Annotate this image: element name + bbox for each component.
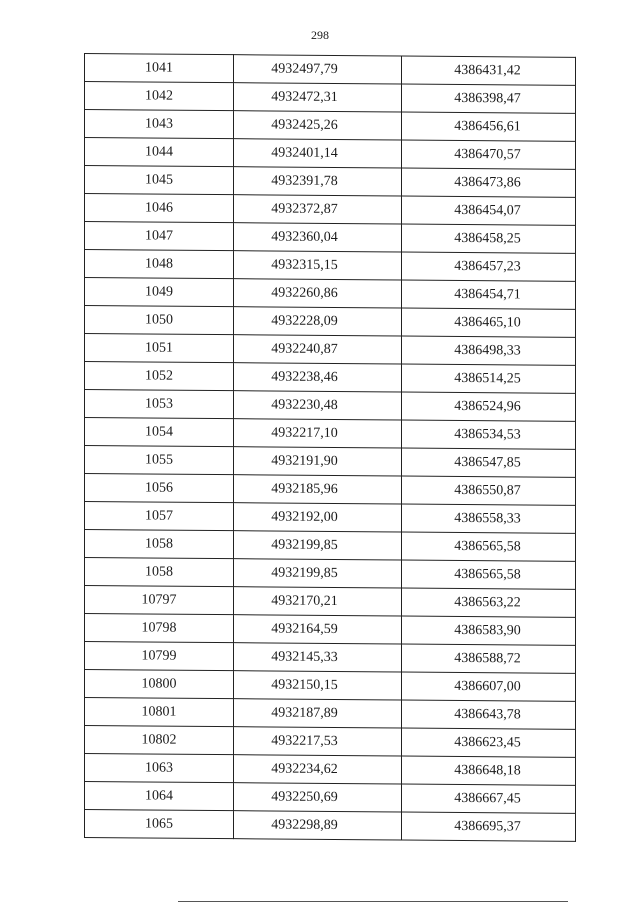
point-id-cell: 1048 <box>85 250 234 279</box>
x-coordinate-cell: 4932187,89 <box>234 699 402 728</box>
x-coordinate-cell: 4932217,10 <box>234 419 402 448</box>
table-row <box>85 614 576 646</box>
y-coordinate-cell: 4386565,58 <box>402 532 576 561</box>
table-row <box>85 222 576 254</box>
y-coordinate-cell: 4386558,33 <box>402 504 576 533</box>
table-row <box>85 138 576 170</box>
table-row <box>85 418 576 450</box>
point-id-cell: 10798 <box>85 614 234 643</box>
y-coordinate-cell: 4386643,78 <box>402 700 576 729</box>
y-coordinate-cell: 4386454,07 <box>402 196 576 225</box>
table-row <box>85 782 576 814</box>
x-coordinate-cell: 4932497,79 <box>234 55 402 84</box>
page-number: 298 <box>311 28 329 42</box>
x-coordinate-cell: 4932238,46 <box>234 363 402 392</box>
y-coordinate-cell: 4386498,33 <box>402 336 576 365</box>
point-id-cell: 10801 <box>85 698 234 727</box>
point-id-cell: 1045 <box>85 166 234 195</box>
table-row <box>85 698 576 730</box>
y-coordinate-cell: 4386695,37 <box>402 812 576 841</box>
table-row <box>85 82 576 114</box>
x-coordinate-cell: 4932217,53 <box>234 727 402 756</box>
point-id-cell: 1064 <box>85 782 234 811</box>
table-row <box>85 810 576 842</box>
y-coordinate-cell: 4386465,10 <box>402 308 576 337</box>
x-coordinate-cell: 4932425,26 <box>234 111 402 140</box>
point-id-cell: 10802 <box>85 726 234 755</box>
x-coordinate-cell: 4932230,48 <box>234 391 402 420</box>
point-id-cell: 1050 <box>85 306 234 335</box>
point-id-cell: 1044 <box>85 138 234 167</box>
point-id-cell: 1041 <box>85 54 234 83</box>
table-row <box>85 502 576 534</box>
x-coordinate-cell: 4932250,69 <box>234 783 402 812</box>
x-coordinate-cell: 4932401,14 <box>234 139 402 168</box>
coordinates-table-body <box>85 54 576 842</box>
table-row <box>85 362 576 394</box>
y-coordinate-cell: 4386456,61 <box>402 112 576 141</box>
point-id-cell: 1051 <box>85 334 234 363</box>
x-coordinate-cell: 4932260,86 <box>234 279 402 308</box>
y-coordinate-cell: 4386588,72 <box>402 644 576 673</box>
point-id-cell: 1056 <box>85 474 234 503</box>
x-coordinate-cell: 4932199,85 <box>234 531 402 560</box>
x-coordinate-cell: 4932185,96 <box>234 475 402 504</box>
x-coordinate-cell: 4932360,04 <box>234 223 402 252</box>
table-row <box>85 390 576 422</box>
table-row <box>85 754 576 786</box>
y-coordinate-cell: 4386431,42 <box>402 56 576 85</box>
y-coordinate-cell: 4386565,58 <box>402 560 576 589</box>
point-id-cell: 10799 <box>85 642 234 671</box>
y-coordinate-cell: 4386550,87 <box>402 476 576 505</box>
table-row <box>85 334 576 366</box>
x-coordinate-cell: 4932240,87 <box>234 335 402 364</box>
table-row <box>85 110 576 142</box>
x-coordinate-cell: 4932234,62 <box>234 755 402 784</box>
y-coordinate-cell: 4386473,86 <box>402 168 576 197</box>
table-row <box>85 306 576 338</box>
point-id-cell: 1046 <box>85 194 234 223</box>
table-row <box>85 586 576 618</box>
x-coordinate-cell: 4932164,59 <box>234 615 402 644</box>
table-row <box>85 446 576 478</box>
x-coordinate-cell: 4932228,09 <box>234 307 402 336</box>
y-coordinate-cell: 4386454,71 <box>402 280 576 309</box>
point-id-cell: 1052 <box>85 362 234 391</box>
x-coordinate-cell: 4932170,21 <box>234 587 402 616</box>
table-row <box>85 166 576 198</box>
table-row <box>85 194 576 226</box>
table-row <box>85 474 576 506</box>
point-id-cell: 1065 <box>85 810 234 839</box>
x-coordinate-cell: 4932192,00 <box>234 503 402 532</box>
point-id-cell: 1058 <box>85 530 234 559</box>
x-coordinate-cell: 4932145,33 <box>234 643 402 672</box>
point-id-cell: 1058 <box>85 558 234 587</box>
x-coordinate-cell: 4932150,15 <box>234 671 402 700</box>
point-id-cell: 10800 <box>85 670 234 699</box>
x-coordinate-cell: 4932315,15 <box>234 251 402 280</box>
y-coordinate-cell: 4386457,23 <box>402 252 576 281</box>
table-row <box>85 670 576 702</box>
point-id-cell: 1049 <box>85 278 234 307</box>
point-id-cell: 10797 <box>85 586 234 615</box>
point-id-cell: 1047 <box>85 222 234 251</box>
point-id-cell: 1042 <box>85 82 234 111</box>
y-coordinate-cell: 4386547,85 <box>402 448 576 477</box>
x-coordinate-cell: 4932391,78 <box>234 167 402 196</box>
x-coordinate-cell: 4932298,89 <box>234 811 402 840</box>
y-coordinate-cell: 4386667,45 <box>402 784 576 813</box>
coordinates-table <box>84 53 576 842</box>
bottom-rule <box>178 901 568 902</box>
y-coordinate-cell: 4386470,57 <box>402 140 576 169</box>
point-id-cell: 1043 <box>85 110 234 139</box>
point-id-cell: 1054 <box>85 418 234 447</box>
y-coordinate-cell: 4386398,47 <box>402 84 576 113</box>
y-coordinate-cell: 4386648,18 <box>402 756 576 785</box>
x-coordinate-cell: 4932191,90 <box>234 447 402 476</box>
table-row <box>85 250 576 282</box>
y-coordinate-cell: 4386623,45 <box>402 728 576 757</box>
y-coordinate-cell: 4386514,25 <box>402 364 576 393</box>
table-row <box>85 726 576 758</box>
y-coordinate-cell: 4386534,53 <box>402 420 576 449</box>
y-coordinate-cell: 4386524,96 <box>402 392 576 421</box>
x-coordinate-cell: 4932199,85 <box>234 559 402 588</box>
y-coordinate-cell: 4386563,22 <box>402 588 576 617</box>
table-row <box>85 558 576 590</box>
y-coordinate-cell: 4386583,90 <box>402 616 576 645</box>
table-row <box>85 530 576 562</box>
y-coordinate-cell: 4386607,00 <box>402 672 576 701</box>
y-coordinate-cell: 4386458,25 <box>402 224 576 253</box>
point-id-cell: 1063 <box>85 754 234 783</box>
point-id-cell: 1055 <box>85 446 234 475</box>
x-coordinate-cell: 4932472,31 <box>234 83 402 112</box>
point-id-cell: 1053 <box>85 390 234 419</box>
table-row <box>85 54 576 86</box>
point-id-cell: 1057 <box>85 502 234 531</box>
table-row <box>85 642 576 674</box>
table-row <box>85 278 576 310</box>
x-coordinate-cell: 4932372,87 <box>234 195 402 224</box>
